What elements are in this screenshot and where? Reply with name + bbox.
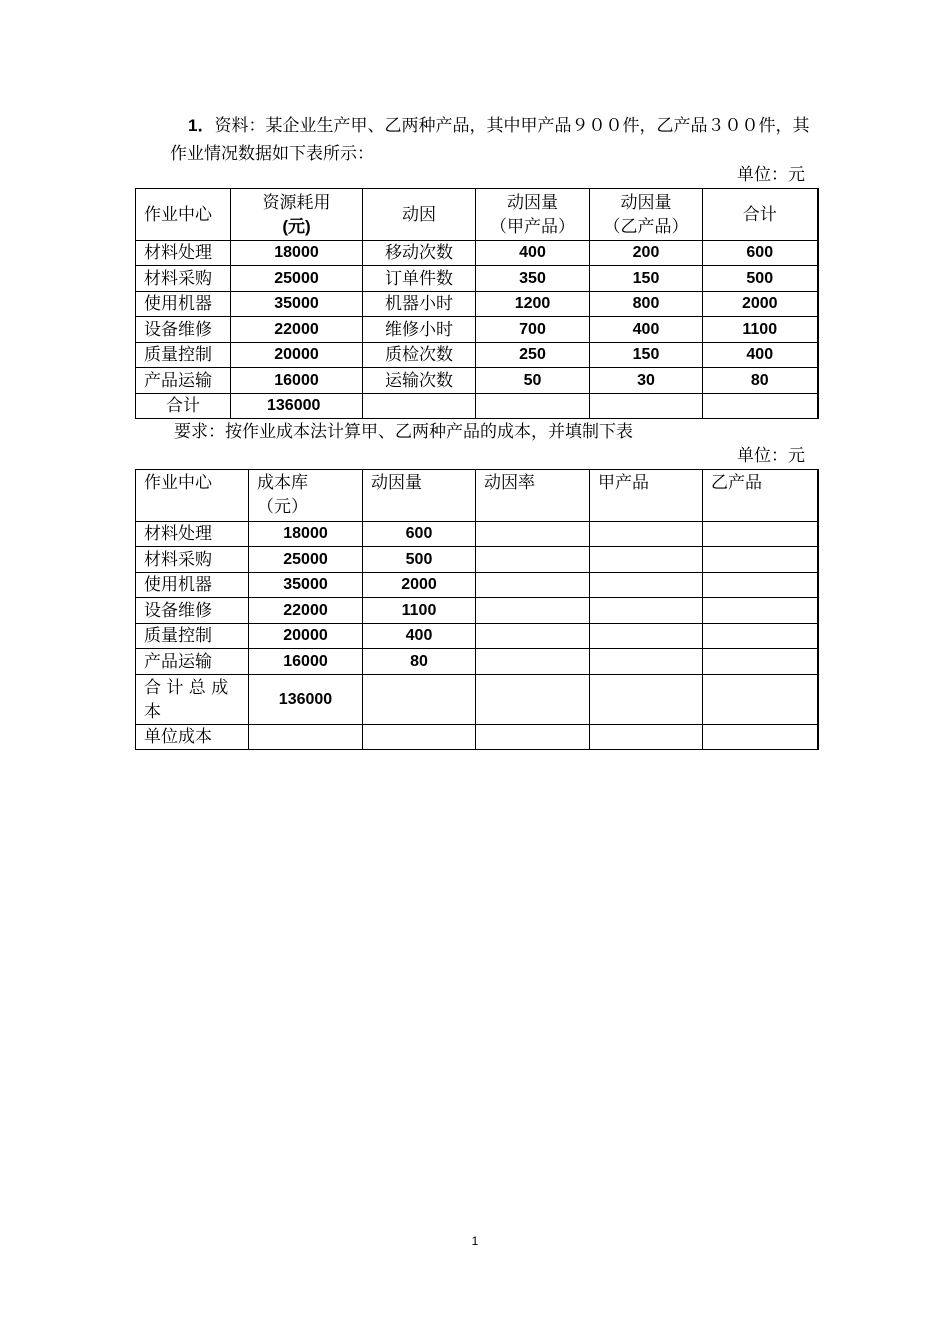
cell-driver: 运输次数	[363, 368, 476, 394]
cell-empty	[590, 522, 703, 547]
header-driver: 动因	[363, 189, 476, 241]
cell-qty-a: 350	[476, 266, 590, 292]
cell-total-value: 136000	[231, 394, 363, 419]
cell-driver: 维修小时	[363, 317, 476, 343]
cell-total-cost-label: 合 计 总 成 本	[136, 675, 249, 725]
cell-resource: 16000	[231, 368, 363, 394]
cell-empty	[590, 649, 703, 675]
activity-data-table	[135, 188, 819, 419]
table-row	[136, 649, 818, 675]
cell-empty	[703, 394, 818, 419]
cell-driver: 质检次数	[363, 343, 476, 368]
unit-label-1: 单位：元	[737, 165, 805, 185]
cell-resource: 35000	[231, 292, 363, 317]
cell-qty-b: 800	[590, 292, 703, 317]
cell-empty	[590, 547, 703, 573]
cell-driver-qty: 500	[363, 547, 476, 573]
cell-empty	[590, 725, 703, 750]
cell-activity: 材料处理	[136, 241, 231, 266]
header-driver-qty: 动因量	[363, 470, 476, 522]
table-header-row	[136, 189, 818, 241]
header-cost-pool: 成本库 （元）	[249, 470, 363, 522]
cell-qty-b: 400	[590, 317, 703, 343]
table-row	[136, 368, 818, 394]
table-row	[136, 266, 818, 292]
header-driver-qty-a: 动因量 （甲产品）	[476, 189, 590, 241]
question-number: 1．	[188, 116, 215, 135]
cell-cost-pool: 35000	[249, 573, 363, 598]
cell-resource: 20000	[231, 343, 363, 368]
cell-activity: 质量控制	[136, 624, 249, 649]
cell-resource: 18000	[231, 241, 363, 266]
header-activity-center: 作业中心	[136, 189, 231, 241]
cell-total: 80	[703, 368, 818, 394]
cell-total: 600	[703, 241, 818, 266]
cell-driver: 订单件数	[363, 266, 476, 292]
cell-empty	[703, 573, 818, 598]
cell-empty	[590, 675, 703, 725]
intro-paragraph	[170, 112, 810, 168]
cell-qty-b: 30	[590, 368, 703, 394]
cell-empty	[476, 522, 590, 547]
cell-cost-pool: 25000	[249, 547, 363, 573]
cell-activity: 材料处理	[136, 522, 249, 547]
cell-qty-b: 150	[590, 343, 703, 368]
table-row	[136, 343, 818, 368]
cell-driver-qty: 80	[363, 649, 476, 675]
table-row	[136, 573, 818, 598]
header-activity-center: 作业中心	[136, 470, 249, 522]
cell-driver: 机器小时	[363, 292, 476, 317]
cost-calculation-table	[135, 469, 819, 750]
header-product-a: 甲产品	[590, 470, 703, 522]
cell-cost-pool: 20000	[249, 624, 363, 649]
cell-empty	[363, 675, 476, 725]
cell-empty	[476, 624, 590, 649]
cell-qty-a: 50	[476, 368, 590, 394]
cell-empty	[476, 394, 590, 419]
cell-empty	[476, 725, 590, 750]
cell-empty	[363, 725, 476, 750]
cell-activity: 材料采购	[136, 547, 249, 573]
header-product-b: 乙产品	[703, 470, 818, 522]
cell-empty	[590, 598, 703, 624]
cell-unit-cost-label: 单位成本	[136, 725, 249, 750]
cell-qty-b: 200	[590, 241, 703, 266]
cell-empty	[590, 573, 703, 598]
intro-text: 资料：某企业生产甲、乙两种产品，其中甲产品９００件，乙产品３００件，其作业情况数据如下表所示：	[170, 116, 810, 164]
header-driver-rate: 动因率	[476, 470, 590, 522]
table-unit-cost-row	[136, 725, 818, 750]
cell-empty	[703, 649, 818, 675]
cell-activity: 产品运输	[136, 368, 231, 394]
cell-driver: 移动次数	[363, 241, 476, 266]
table-total-row	[136, 394, 818, 419]
cell-empty	[590, 394, 703, 419]
table-row	[136, 522, 818, 547]
cell-empty	[703, 675, 818, 725]
requirement-text: 要求：按作业成本法计算甲、乙两种产品的成本，并填制下表	[174, 422, 633, 442]
cell-resource: 25000	[231, 266, 363, 292]
header-total: 合计	[703, 189, 818, 241]
cell-activity: 设备维修	[136, 317, 231, 343]
header-resource-consumption: 资源耗用 (元)	[231, 189, 363, 241]
cell-driver-qty: 1100	[363, 598, 476, 624]
cell-empty	[249, 725, 363, 750]
table-row	[136, 241, 818, 266]
cell-empty	[363, 394, 476, 419]
table-header-row	[136, 470, 818, 522]
cell-activity: 使用机器	[136, 292, 231, 317]
unit-label-2: 单位：元	[737, 446, 805, 466]
cell-qty-a: 700	[476, 317, 590, 343]
cell-empty	[476, 547, 590, 573]
cell-total: 1100	[703, 317, 818, 343]
cell-total: 2000	[703, 292, 818, 317]
cell-empty	[476, 675, 590, 725]
cell-activity: 产品运输	[136, 649, 249, 675]
cell-qty-a: 250	[476, 343, 590, 368]
table-row	[136, 598, 818, 624]
cell-driver-qty: 2000	[363, 573, 476, 598]
header-driver-qty-b: 动因量 （乙产品）	[590, 189, 703, 241]
cell-driver-qty: 600	[363, 522, 476, 547]
cell-empty	[703, 598, 818, 624]
table-row	[136, 317, 818, 343]
cell-activity: 使用机器	[136, 573, 249, 598]
cell-activity: 质量控制	[136, 343, 231, 368]
cell-empty	[703, 522, 818, 547]
cell-qty-a: 400	[476, 241, 590, 266]
cell-resource: 22000	[231, 317, 363, 343]
cell-qty-a: 1200	[476, 292, 590, 317]
table-row	[136, 624, 818, 649]
cell-total-label: 合计	[136, 394, 231, 419]
cell-cost-pool: 16000	[249, 649, 363, 675]
cell-empty	[476, 649, 590, 675]
table-row	[136, 547, 818, 573]
cell-activity: 设备维修	[136, 598, 249, 624]
cell-cost-pool: 22000	[249, 598, 363, 624]
cell-total-cost-value: 136000	[249, 675, 363, 725]
cell-empty	[476, 598, 590, 624]
cell-qty-b: 150	[590, 266, 703, 292]
cell-empty	[703, 725, 818, 750]
table-row	[136, 292, 818, 317]
cell-empty	[703, 547, 818, 573]
cell-empty	[590, 624, 703, 649]
cell-empty	[476, 573, 590, 598]
table-total-row	[136, 675, 818, 725]
cell-activity: 材料采购	[136, 266, 231, 292]
cell-driver-qty: 400	[363, 624, 476, 649]
page-number: 1	[471, 1234, 479, 1248]
cell-total: 500	[703, 266, 818, 292]
cell-total: 400	[703, 343, 818, 368]
cell-empty	[703, 624, 818, 649]
cell-cost-pool: 18000	[249, 522, 363, 547]
